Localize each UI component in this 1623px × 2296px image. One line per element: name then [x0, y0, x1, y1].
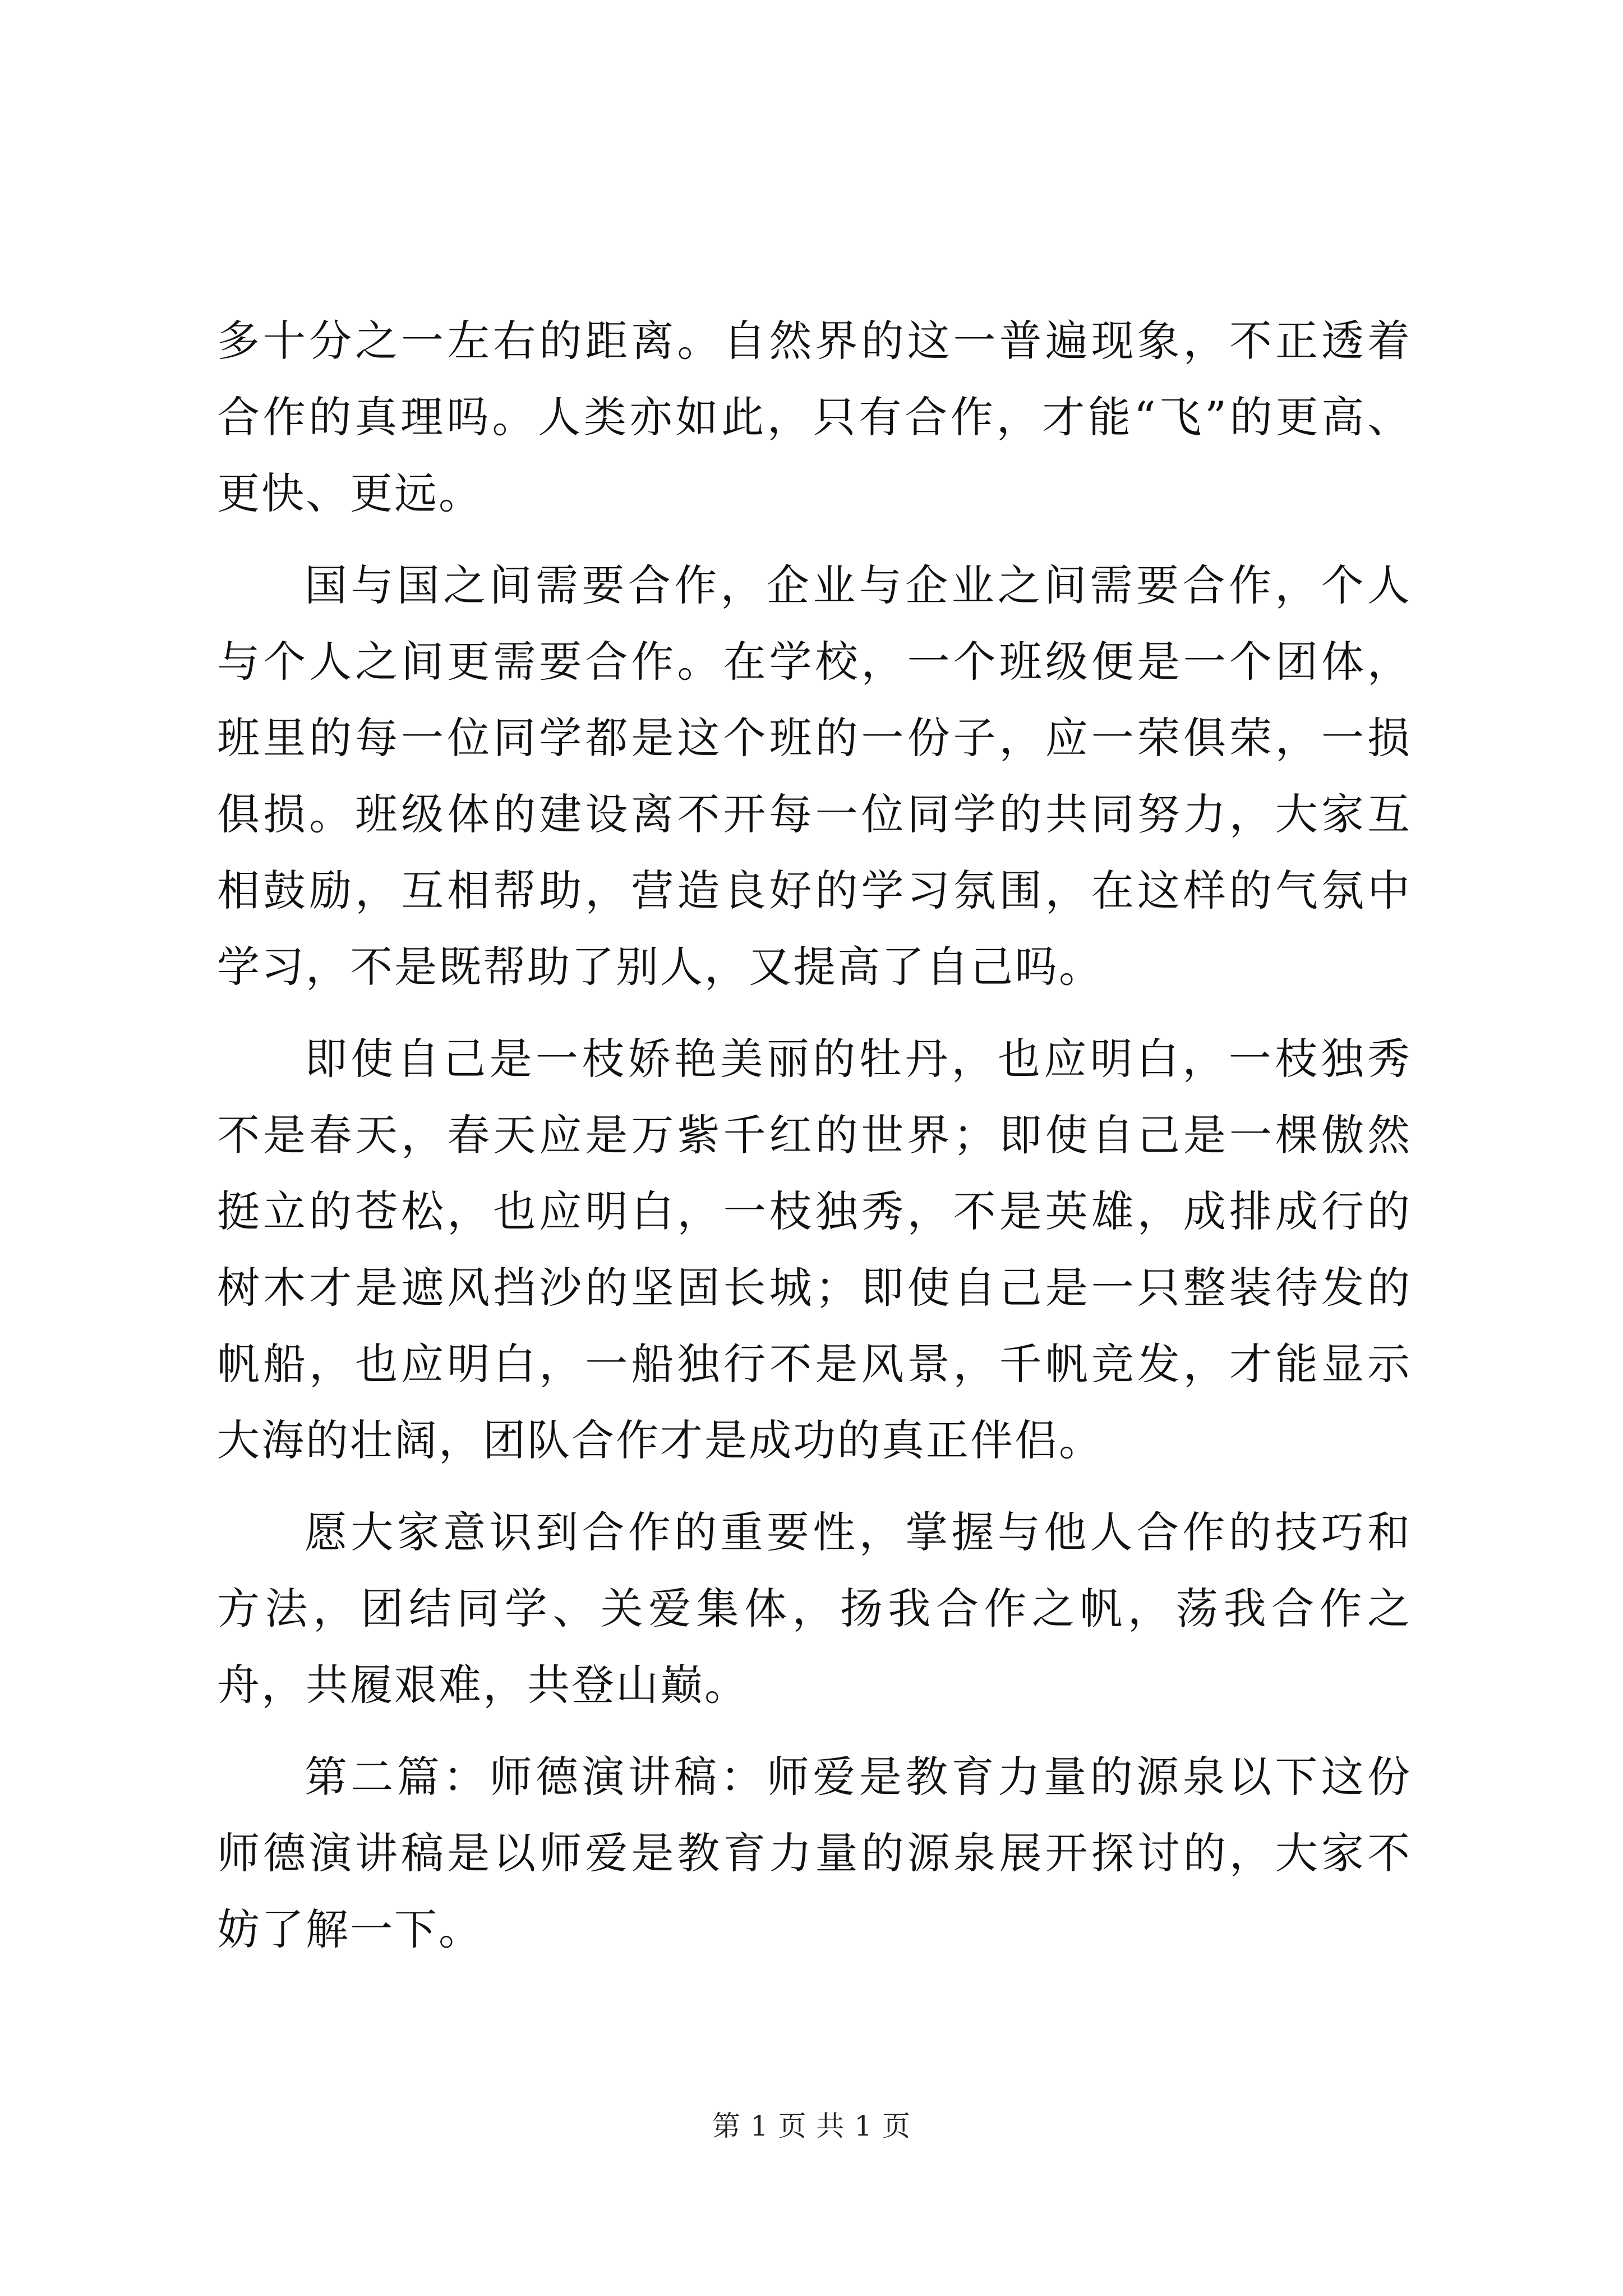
paragraph-cooperation: 国与国之间需要合作，企业与企业之间需要合作，个人与个人之间更需要合作。在学校，一个班级便是一个团体，班里的每一位同学都是这个班的一份子，应一荣俱荣，一损俱损。班级体的建设离不开每一位同学的共同努力，大家互相鼓励，互相帮助，营造良好的学习氛围，在这样的气氛中学习，不是既帮助了别人，又提高了自己吗。: [217, 560, 1412, 992]
paragraph-metaphors: 即使自己是一枝娇艳美丽的牡丹，也应明白，一枝独秀不是春天，春天应是万紫千红的世界；即使自己是一棵傲然挺立的苍松，也应明白，一枝独秀，不是英雄，成排成行的树木才是遮风挡沙的坚固长城；即使自己是一只整装待发的帆船，也应明白，一船独行不是风景，千帆竞发，才能显示大海的壮阔，团队合作才是成功的真正伴侣。: [217, 1034, 1412, 1465]
document-body: [217, 303, 1412, 1968]
paragraph-wish: 愿大家意识到合作的重要性，掌握与他人合作的技巧和方法，团结同学、关爱集体，扬我合作之帆，荡我合作之舟，共履艰难，共登山巅。: [217, 1507, 1412, 1710]
page-footer: 第 1 页 共 1 页: [712, 2110, 911, 2142]
paragraph-second-article: 第二篇：师德演讲稿：师爱是教育力量的源泉以下这份师德演讲稿是以师爱是教育力量的源泉展开探讨的，大家不妨了解一下。: [217, 1752, 1412, 1954]
paragraph-continuation: 多十分之一左右的距离。自然界的这一普遍现象，不正透着合作的真理吗。人类亦如此，只有合作，才能“飞”的更高、更快、更远。: [217, 316, 1412, 518]
